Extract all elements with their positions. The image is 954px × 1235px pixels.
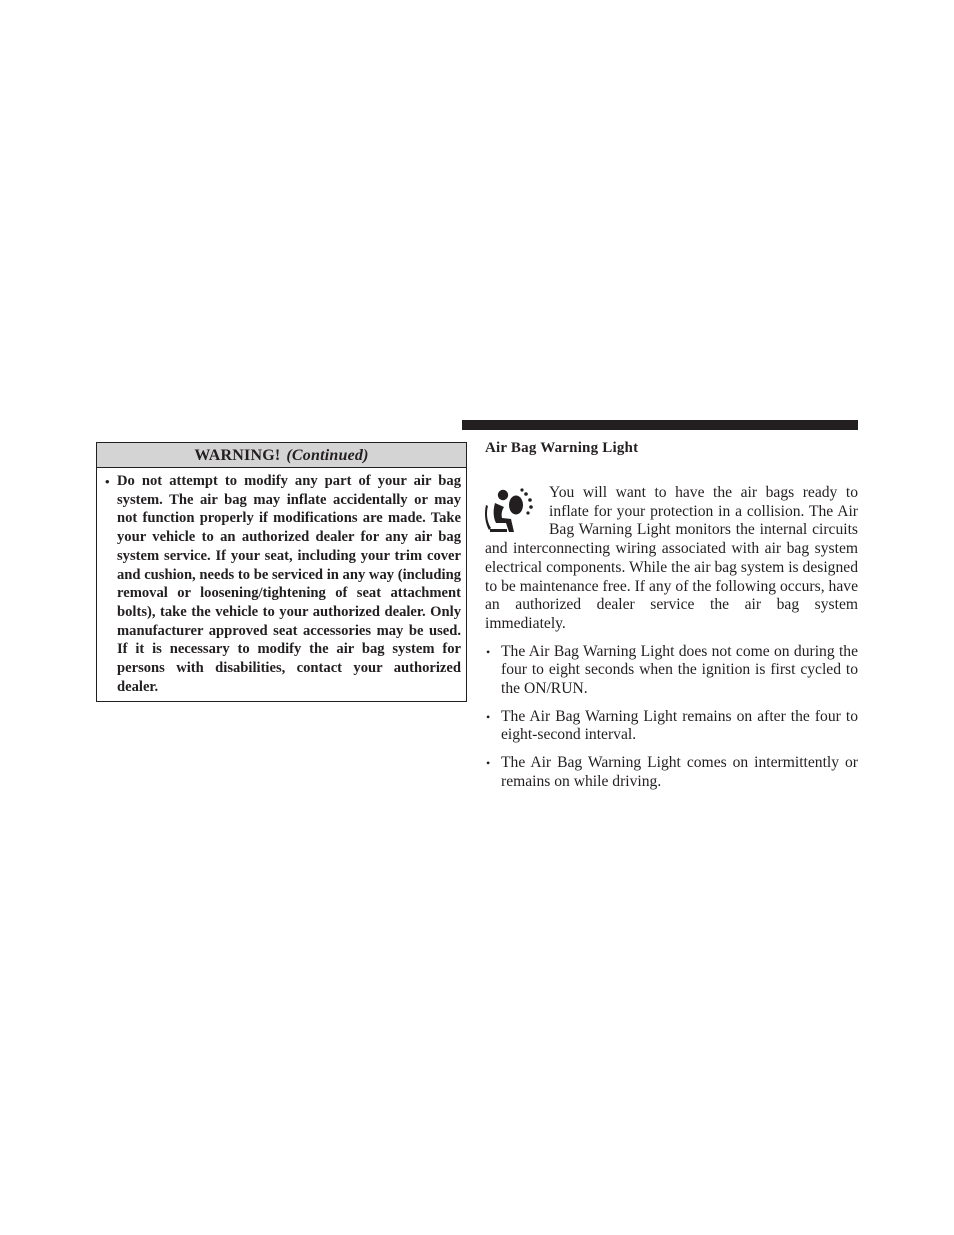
bullet-marker: •	[105, 474, 110, 489]
bullet-marker: •	[486, 756, 491, 771]
list-item	[485, 754, 858, 791]
bullet-marker: •	[486, 709, 491, 724]
warning-header	[97, 443, 466, 468]
section-title: Air Bag Warning Light	[485, 440, 639, 456]
warning-title: WARNING!	[194, 447, 281, 464]
air-bag-warning-icon	[485, 486, 535, 538]
list-item-text: The Air Bag Warning Light comes on intermittently or remains on while driving.	[501, 754, 858, 790]
intro-paragraph: You will want to have the air bags ready to inflate for your protection in a collision. The Air Bag Warning Light monitors the internal circuits and interconnecting wiring associated with air bag system electrical components. While the air bag system is designed to be maintenance free. If any of the following occurs, have an authorized dealer service the air bag system immediately.	[485, 484, 858, 632]
warning-body	[97, 468, 466, 696]
condition-list	[485, 643, 858, 792]
list-item-text: The Air Bag Warning Light remains on after the four to eight-second interval.	[501, 707, 858, 744]
bullet-marker: •	[486, 644, 491, 659]
warning-text: Do not attempt to modify any part of your air bag system. The air bag may inflate accidentally or may not function properly if modifications are made. Take your vehicle to an authorized dealer for any air bag system service. If your seat, including your trim cover and cushion, needs to be serviced in any way (including removal or loosening/tightening of seat attachment bolts), take the vehicle to your authorized dealer. Only manufacturer approved seat accessories may be used. If it is necessary to modify the air bag system for persons with disabilities, contact your authorized dealer.	[117, 473, 461, 695]
list-item	[485, 643, 858, 699]
section-rule	[462, 420, 858, 430]
warning-box	[96, 442, 467, 702]
list-item-text: The Air Bag Warning Light does not come on during the four to eight seconds when the ignition is first cycled to the ON/RUN.	[501, 642, 858, 698]
list-item	[485, 708, 858, 745]
warning-continued: (Continued)	[286, 447, 369, 464]
section-content	[485, 484, 858, 792]
